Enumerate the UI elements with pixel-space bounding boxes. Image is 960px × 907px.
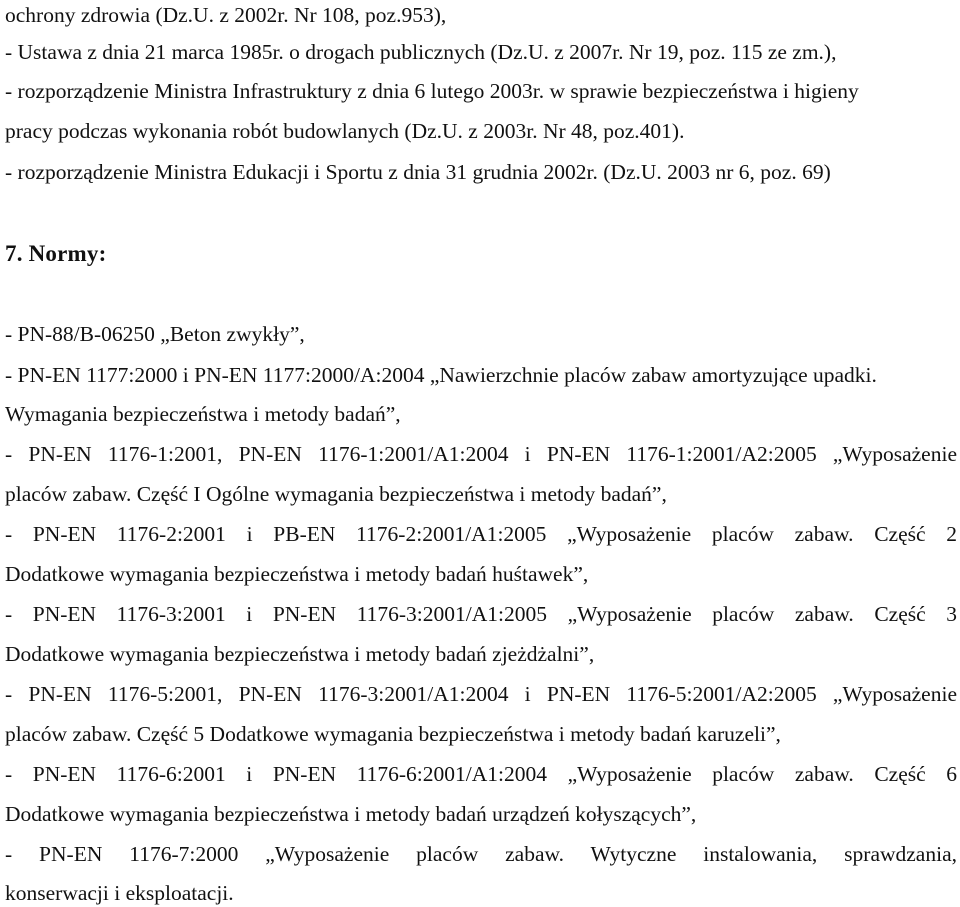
norm-line: - PN-EN 1176-2:2001 i PB-EN 1176-2:2001/A1:2005 „Wyposażenie placów zabaw. Część 2 — [5, 522, 957, 546]
norm-line: placów zabaw. Część 5 Dodatkowe wymagania bezpieczeństwa i metody badań karuzeli”, — [5, 722, 781, 746]
section-heading: 7. Normy: — [5, 241, 107, 266]
norm-line: placów zabaw. Część I Ogólne wymagania bezpieczeństwa i metody badań”, — [5, 482, 667, 506]
norm-line: - PN-EN 1176-3:2001 i PN-EN 1176-3:2001/A1:2005 „Wyposażenie placów zabaw. Część 3 — [5, 602, 957, 626]
text-line: - Ustawa z dnia 21 marca 1985r. o drogach publicznych (Dz.U. z 2007r. Nr 19, poz. 115 ze zm.), — [5, 40, 837, 64]
norm-line: - PN-88/B-06250 „Beton zwykły”, — [5, 322, 305, 346]
norm-line: - PN-EN 1176-5:2001, PN-EN 1176-3:2001/A1:2004 i PN-EN 1176-5:2001/A2:2005 „Wyposażenie — [5, 682, 957, 706]
text-line: pracy podczas wykonania robót budowlanych (Dz.U. z 2003r. Nr 48, poz.401). — [5, 119, 685, 143]
norm-line: Dodatkowe wymagania bezpieczeństwa i metody badań urządzeń kołyszących”, — [5, 802, 697, 826]
norm-line: Dodatkowe wymagania bezpieczeństwa i metody badań zjeżdżalni”, — [5, 642, 595, 666]
norm-line: - PN-EN 1176-7:2000 „Wyposażenie placów zabaw. Wytyczne instalowania, sprawdzania, — [5, 842, 957, 866]
text-line: - rozporządzenie Ministra Edukacji i Sportu z dnia 31 grudnia 2002r. (Dz.U. 2003 nr 6, poz. 69) — [5, 160, 831, 184]
norm-line: konserwacji i eksploatacji. — [5, 881, 234, 905]
norm-line: Dodatkowe wymagania bezpieczeństwa i metody badań huśtawek”, — [5, 562, 589, 586]
norm-line: - PN-EN 1177:2000 i PN-EN 1177:2000/A:2004 „Nawierzchnie placów zabaw amortyzujące upadki. — [5, 363, 877, 387]
norm-line: - PN-EN 1176-1:2001, PN-EN 1176-1:2001/A1:2004 i PN-EN 1176-1:2001/A2:2005 „Wyposażenie — [5, 442, 957, 466]
norm-line: Wymagania bezpieczeństwa i metody badań”, — [5, 402, 401, 426]
text-line: - rozporządzenie Ministra Infrastruktury z dnia 6 lutego 2003r. w sprawie bezpieczeństwa i higieny — [5, 79, 859, 103]
text-line: ochrony zdrowia (Dz.U. z 2002r. Nr 108, poz.953), — [5, 3, 447, 27]
norm-line: - PN-EN 1176-6:2001 i PN-EN 1176-6:2001/A1:2004 „Wyposażenie placów zabaw. Część 6 — [5, 762, 957, 786]
